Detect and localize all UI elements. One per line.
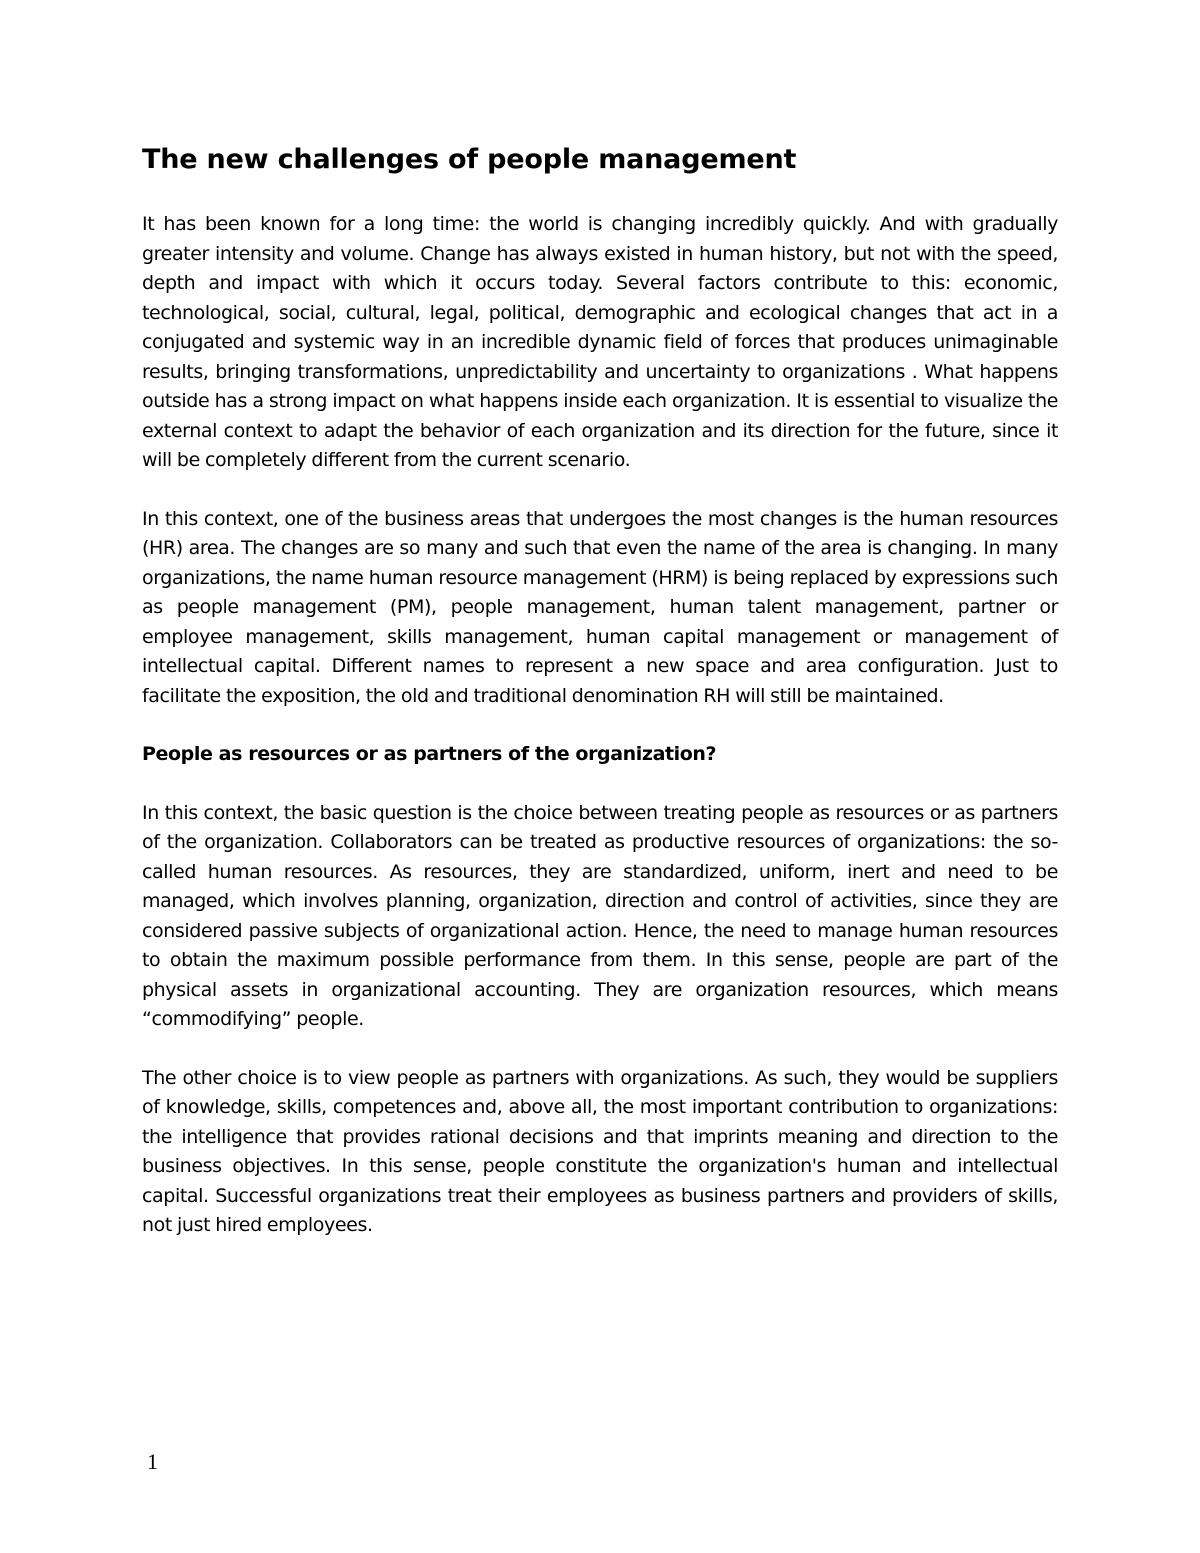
paragraph-resources: In this context, the basic question is the choice between treating people as resources or as partners of the organization. Collaborators can be treated as productive resources of organizations: the so-called human resources. As resources, they are standardized, uniform, inert and need to be managed, which involves planning, organization, direction and control of activities, since they are considered passive subjects of organizational action. Hence, the need to manage human resources to obtain the maximum possible performance from them. In this sense, people are part of the physical assets in organizational accounting. They are organization resources, which means “commodifying” people. [142, 801, 1058, 1030]
page-number: 1 [147, 1449, 158, 1474]
section-subheading: People as resources or as partners of the organization? [142, 743, 717, 765]
document-body [142, 140, 1058, 1241]
paragraph-partners: The other choice is to view people as partners with organizations. As such, they would be suppliers of knowledge, skills, competences and, above all, the most important contribution to organizations: the intelligence that provides rational decisions and that imprints meaning and direction to the business objectives. In this sense, people constitute the organization's human and intellectual capital. Successful organizations treat their employees as business partners and providers of skills, not just hired employees. [142, 1066, 1058, 1236]
paragraph-intro: It has been known for a long time: the world is changing incredibly quickly. And with gradually greater intensity and volume. Change has always existed in human history, but not with the speed, depth and impact with which it occurs today. Several factors contribute to this: economic, technological, social, cultural, legal, political, demographic and ecological changes that act in a conjugated and systemic way in an incredible dynamic field of forces that produces unimaginable results, bringing transformations, unpredictability and uncertainty to organizations . What happens outside has a strong impact on what happens inside each organization. It is essential to visualize the external context to adapt the behavior of each organization and its direction for the future, since it will be completely different from the current scenario. [142, 213, 1058, 471]
paragraph-hr-context: In this context, one of the business areas that undergoes the most changes is the human resources (HR) area. The changes are so many and such that even the name of the area is changing. In many organizations, the name human resource management (HRM) is being replaced by expressions such as people management (PM), people management, human talent management, partner or employee management, skills management, human capital management or management of intellectual capital. Different names to represent a new space and area configuration. Just to facilitate the exposition, the old and traditional denomination RH will still be maintained. [142, 507, 1058, 707]
document-title: The new challenges of people management [142, 144, 797, 175]
